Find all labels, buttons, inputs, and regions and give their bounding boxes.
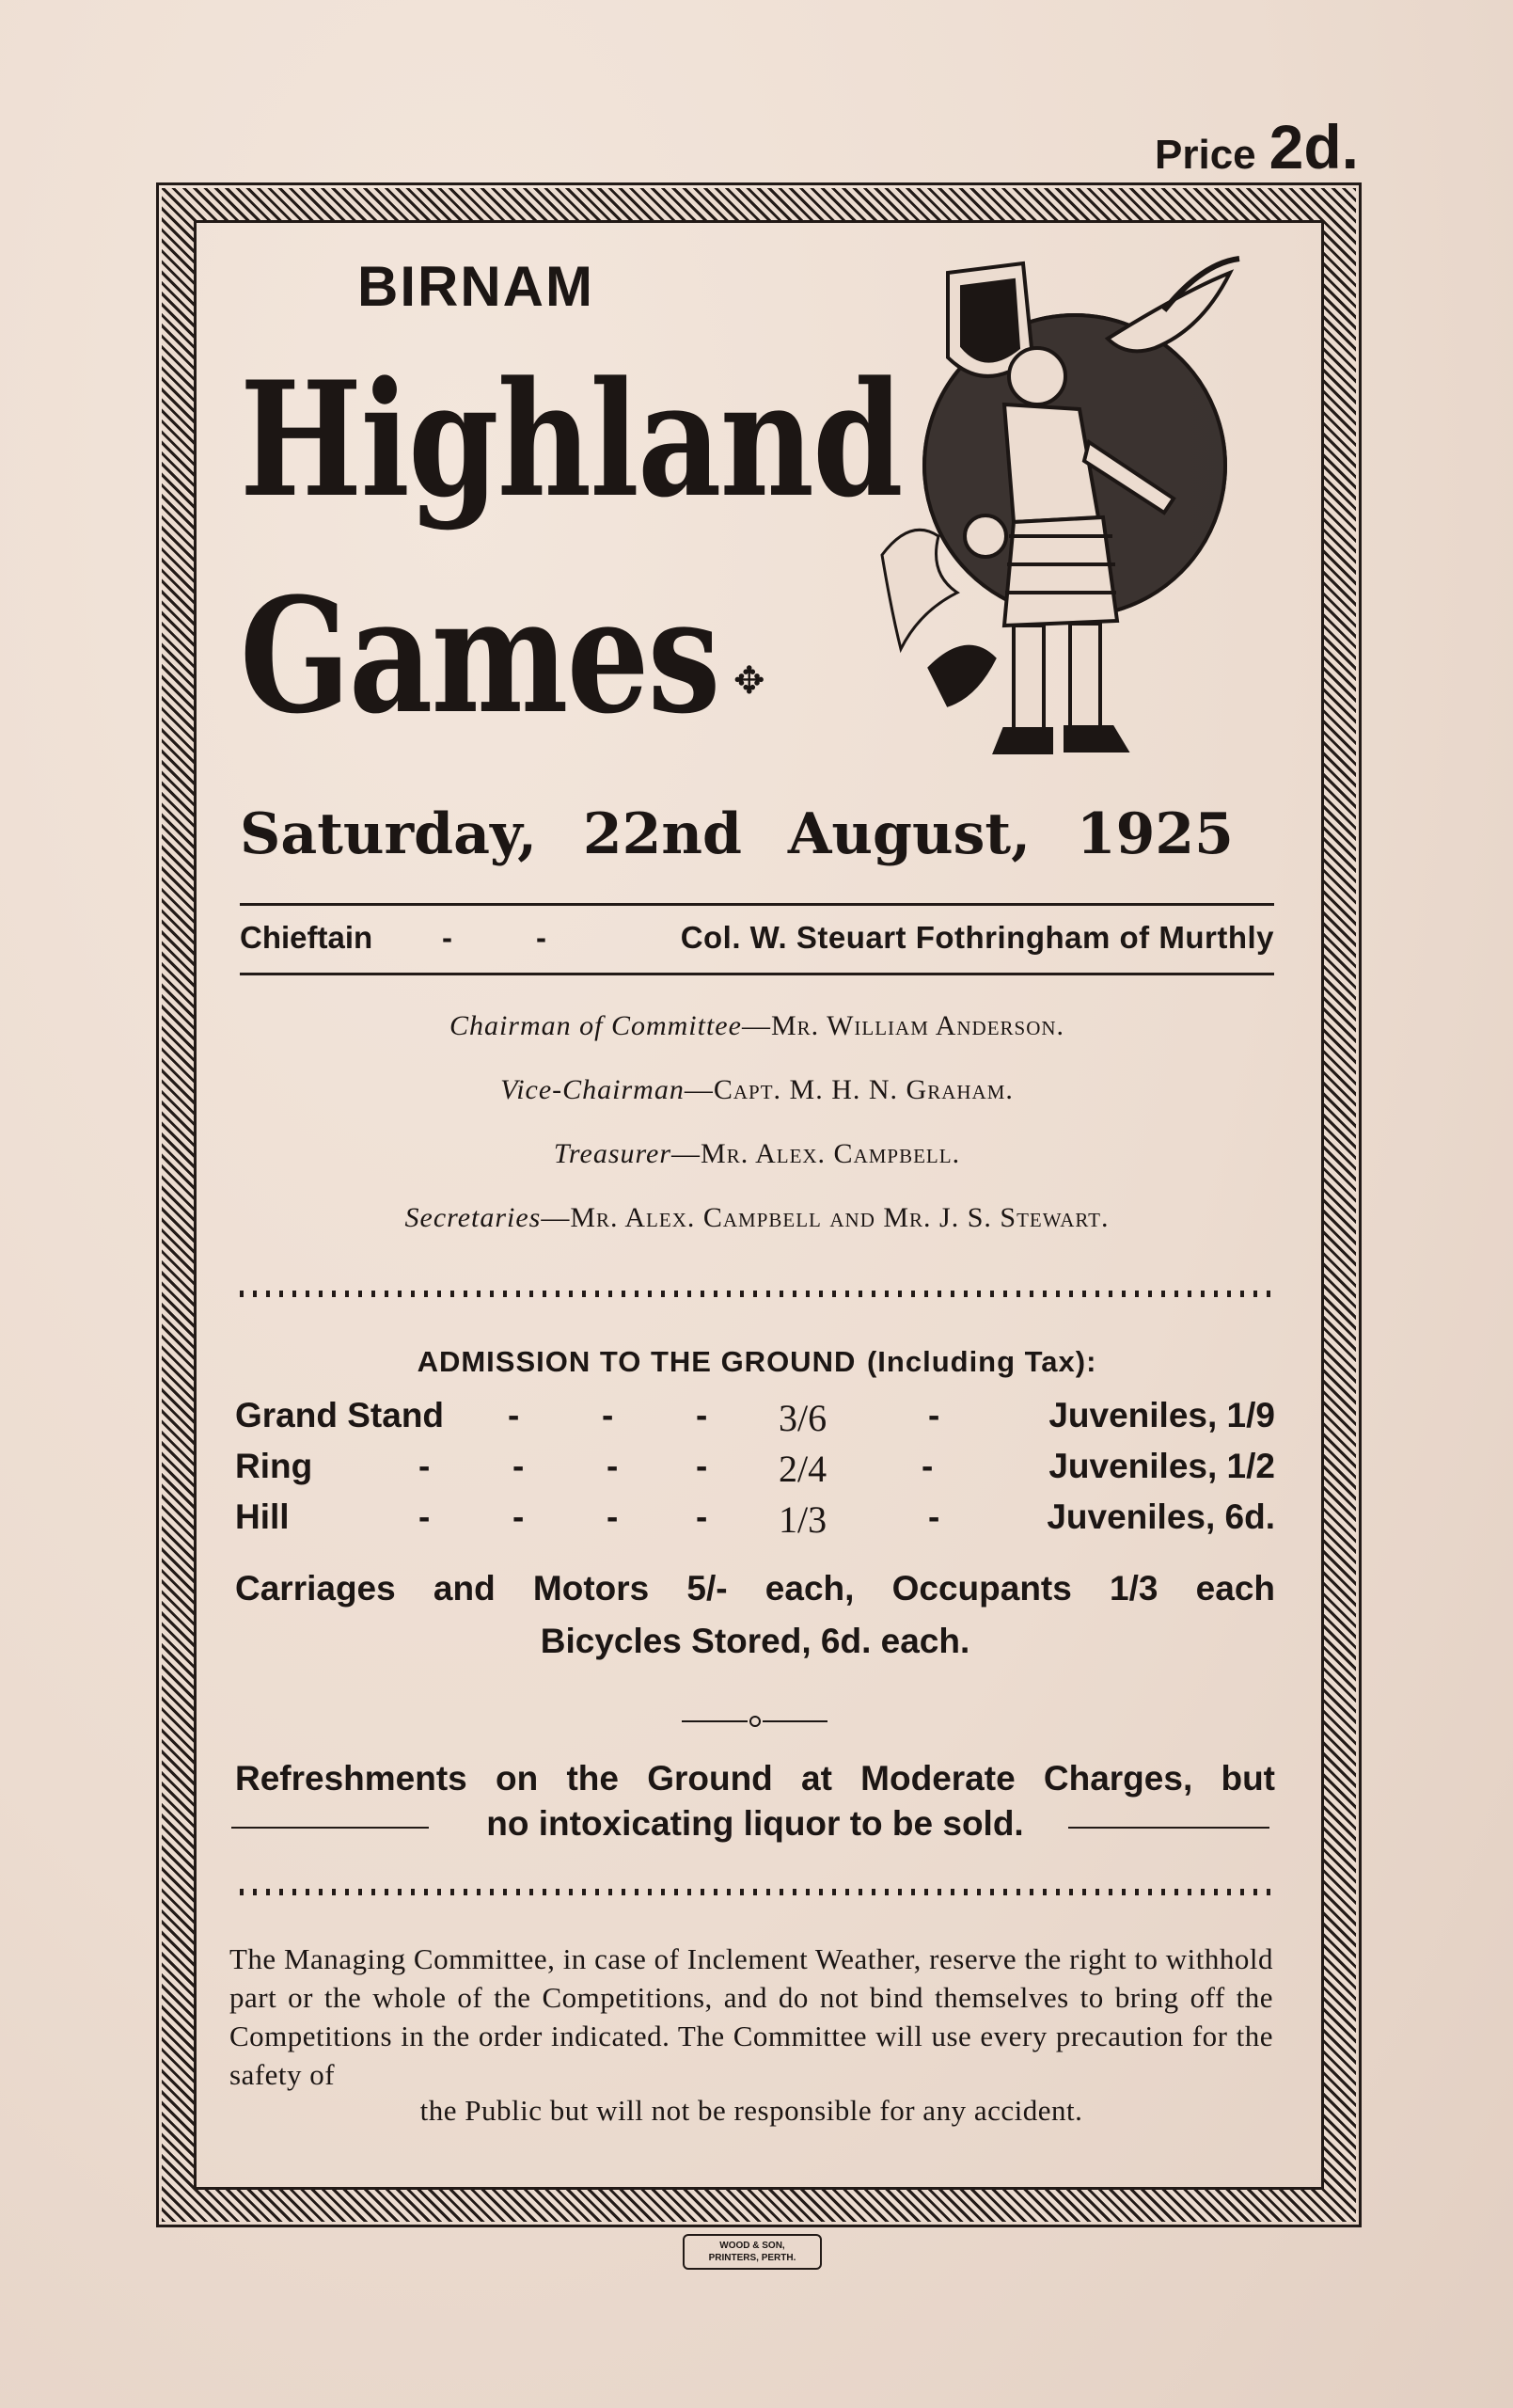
officer-treasurer [240, 1138, 1274, 1170]
title-games: Games [240, 562, 719, 749]
highland-piper-illustration [873, 254, 1286, 769]
admission-heading [240, 1345, 1274, 1379]
officer-separator: — [684, 1074, 714, 1105]
admission-price: 2/4 [779, 1448, 827, 1490]
small-divider-ornament [682, 1712, 827, 1731]
dash: - [928, 1497, 940, 1536]
admission-row-hill [235, 1497, 1275, 1543]
refreshments-line2: no intoxicating liquor to be sold. [486, 1804, 1024, 1843]
location-heading: BIRNAM [357, 255, 594, 318]
printer-name: WOOD & SON, [719, 2241, 785, 2251]
admission-heading-text: ADMISSION TO THE GROUND [417, 1345, 857, 1378]
officer-role: Vice-Chairman [500, 1074, 685, 1105]
officer-name: Mr. Alex. Campbell and Mr. J. S. Stewart. [570, 1202, 1110, 1233]
officer-chairman [240, 1010, 1274, 1042]
dash: - [607, 1497, 619, 1536]
dash: - [696, 1396, 708, 1434]
admission-row-ring [235, 1447, 1275, 1492]
weather-notice: The Managing Committee, in case of Inclement Weather, reserve the right to withhold part or the whole of the Competitions, and do not bind themselves to bring off the Competitions in the order indicated. The Committee will use every precaution for the safety of [229, 1942, 1273, 2091]
officer-vice-chairman [240, 1074, 1274, 1106]
admission-juveniles: Juveniles, 1/2 [1048, 1447, 1275, 1485]
admission-row-grand-stand [235, 1396, 1275, 1441]
dotted-divider [240, 1291, 1274, 1297]
refreshments-line1: Refreshments on the Ground at Moderate Charges, but [235, 1759, 1275, 1798]
admission-name: Ring [235, 1447, 313, 1485]
dash: - [418, 1497, 431, 1536]
dash: - [536, 920, 546, 955]
chieftain-row [240, 920, 1274, 961]
admission-name: Hill [235, 1497, 290, 1536]
officer-separator: — [741, 1010, 771, 1041]
price-amount: 2d. [1269, 112, 1359, 182]
title-highland: Highland [240, 346, 902, 532]
dash: - [418, 1447, 431, 1485]
officer-separator: — [671, 1138, 701, 1169]
carriages-line: Carriages and Motors 5/- each, Occupants 1/3 each [235, 1569, 1275, 1608]
weather-notice-last-line: the Public but will not be responsible for any accident. [419, 2094, 1083, 2127]
rule-top [240, 903, 1274, 906]
chieftain-label: Chieftain [240, 920, 373, 955]
dash: - [442, 920, 452, 955]
officer-role: Secretaries [404, 1202, 542, 1233]
officer-name: Mr. Alex. Campbell. [701, 1138, 961, 1169]
admission-name: Grand Stand [235, 1396, 445, 1434]
officer-separator: — [541, 1202, 571, 1233]
dash: - [607, 1447, 619, 1485]
officer-role: Treasurer [553, 1138, 672, 1169]
dash: - [696, 1447, 708, 1485]
rule-bottom [240, 973, 1274, 975]
officer-name: Mr. William Anderson. [770, 1010, 1065, 1041]
flourish-ornament-icon: ✥ [733, 659, 765, 702]
dash: - [512, 1447, 525, 1485]
price-word: Price [1155, 132, 1256, 178]
printer-location: PRINTERS, PERTH. [708, 2253, 796, 2263]
dash: - [508, 1396, 520, 1434]
admission-juveniles: Juveniles, 6d. [1047, 1497, 1275, 1536]
dash: - [928, 1396, 940, 1434]
officer-name: Capt. M. H. N. Graham. [713, 1074, 1014, 1105]
admission-price: 1/3 [779, 1498, 827, 1541]
admission-juveniles: Juveniles, 1/9 [1048, 1396, 1275, 1434]
price-label [1155, 111, 1359, 182]
dash: - [696, 1497, 708, 1536]
refreshments-rule-right [1068, 1827, 1269, 1829]
dash: - [512, 1497, 525, 1536]
dash: - [922, 1447, 934, 1485]
officer-role: Chairman of Committee [449, 1010, 742, 1041]
printer-imprint [683, 2234, 822, 2270]
bicycles-line: Bicycles Stored, 6d. each. [540, 1622, 970, 1660]
chieftain-name: Col. W. Steuart Fothringham of Murthly [680, 920, 1274, 955]
event-date: Saturday, 22nd August, 1925 [240, 801, 1234, 867]
admission-heading-note: (Including Tax): [866, 1345, 1097, 1378]
dotted-divider [240, 1889, 1274, 1895]
admission-price: 3/6 [779, 1397, 827, 1439]
dash: - [602, 1396, 614, 1434]
officer-secretaries [240, 1202, 1274, 1234]
